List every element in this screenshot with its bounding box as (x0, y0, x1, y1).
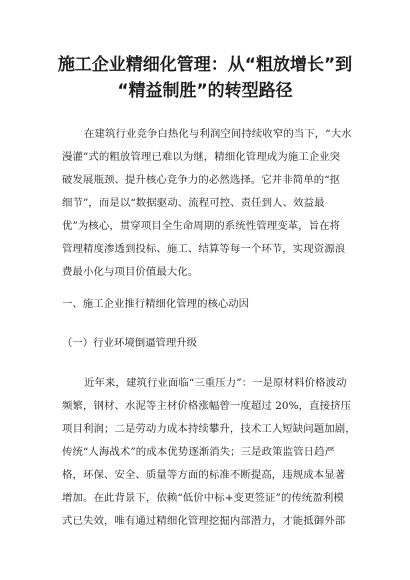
intro-line: 优”为核心，贯穿项目全生命周期的系统性管理变革，旨在将 (62, 220, 341, 232)
intro-line: 细节”，而是以“数据驱动、流程可控、责任到人、效益最 (62, 197, 325, 209)
body-line: 频繁，钢材、水泥等主材价格涨幅曾一度超过 20%，直接挤压 (62, 400, 352, 412)
body-line: 传统“人海战术”的成本优势逐渐消失；三是政策监管日趋严 (62, 446, 336, 458)
document-title-line-1: 施工企业精细化管理：从“粗放增长”到 (57, 55, 353, 75)
section-heading: 一、施工企业推行精细化管理的核心动因 (62, 298, 250, 310)
intro-line: 破发展瓶颈、提升核心竞争力的必然选择。它并非简单的“抠 (62, 174, 341, 186)
document-title-line-2: “精益制胜”的转型路径 (117, 81, 293, 101)
subsection-heading: （一）行业环境倒逼管理升级 (62, 337, 198, 349)
intro-line: 管理精度渗透到投标、施工、结算等每一个环节，实现资源浪 (62, 243, 346, 255)
body-line: 格，环保、安全、质量等方面的标准不断提高，违规成本显著 (62, 469, 346, 481)
body-line: 项目利润；二是劳动力成本持续攀升，技术工人短缺问题加剧， (62, 423, 356, 435)
body-line: 式已失效，唯有通过精细化管理挖掘内部潜力，才能抵御外部 (62, 515, 346, 527)
body-line: 增加。在此背景下，依赖“低价中标+变更签证”的传统盈利模 (62, 492, 344, 504)
intro-line: 漫灌”式的粗放管理已难以为继，精细化管理成为施工企业突 (62, 151, 341, 163)
intro-line: 费最小化与项目价值最大化。 (62, 266, 199, 278)
intro-line: 在建筑行业竞争白热化与利润空间持续收窄的当下，“大水 (84, 128, 352, 140)
body-line: 近年来，建筑行业面临“三重压力”：一是原材料价格波动 (84, 377, 347, 389)
